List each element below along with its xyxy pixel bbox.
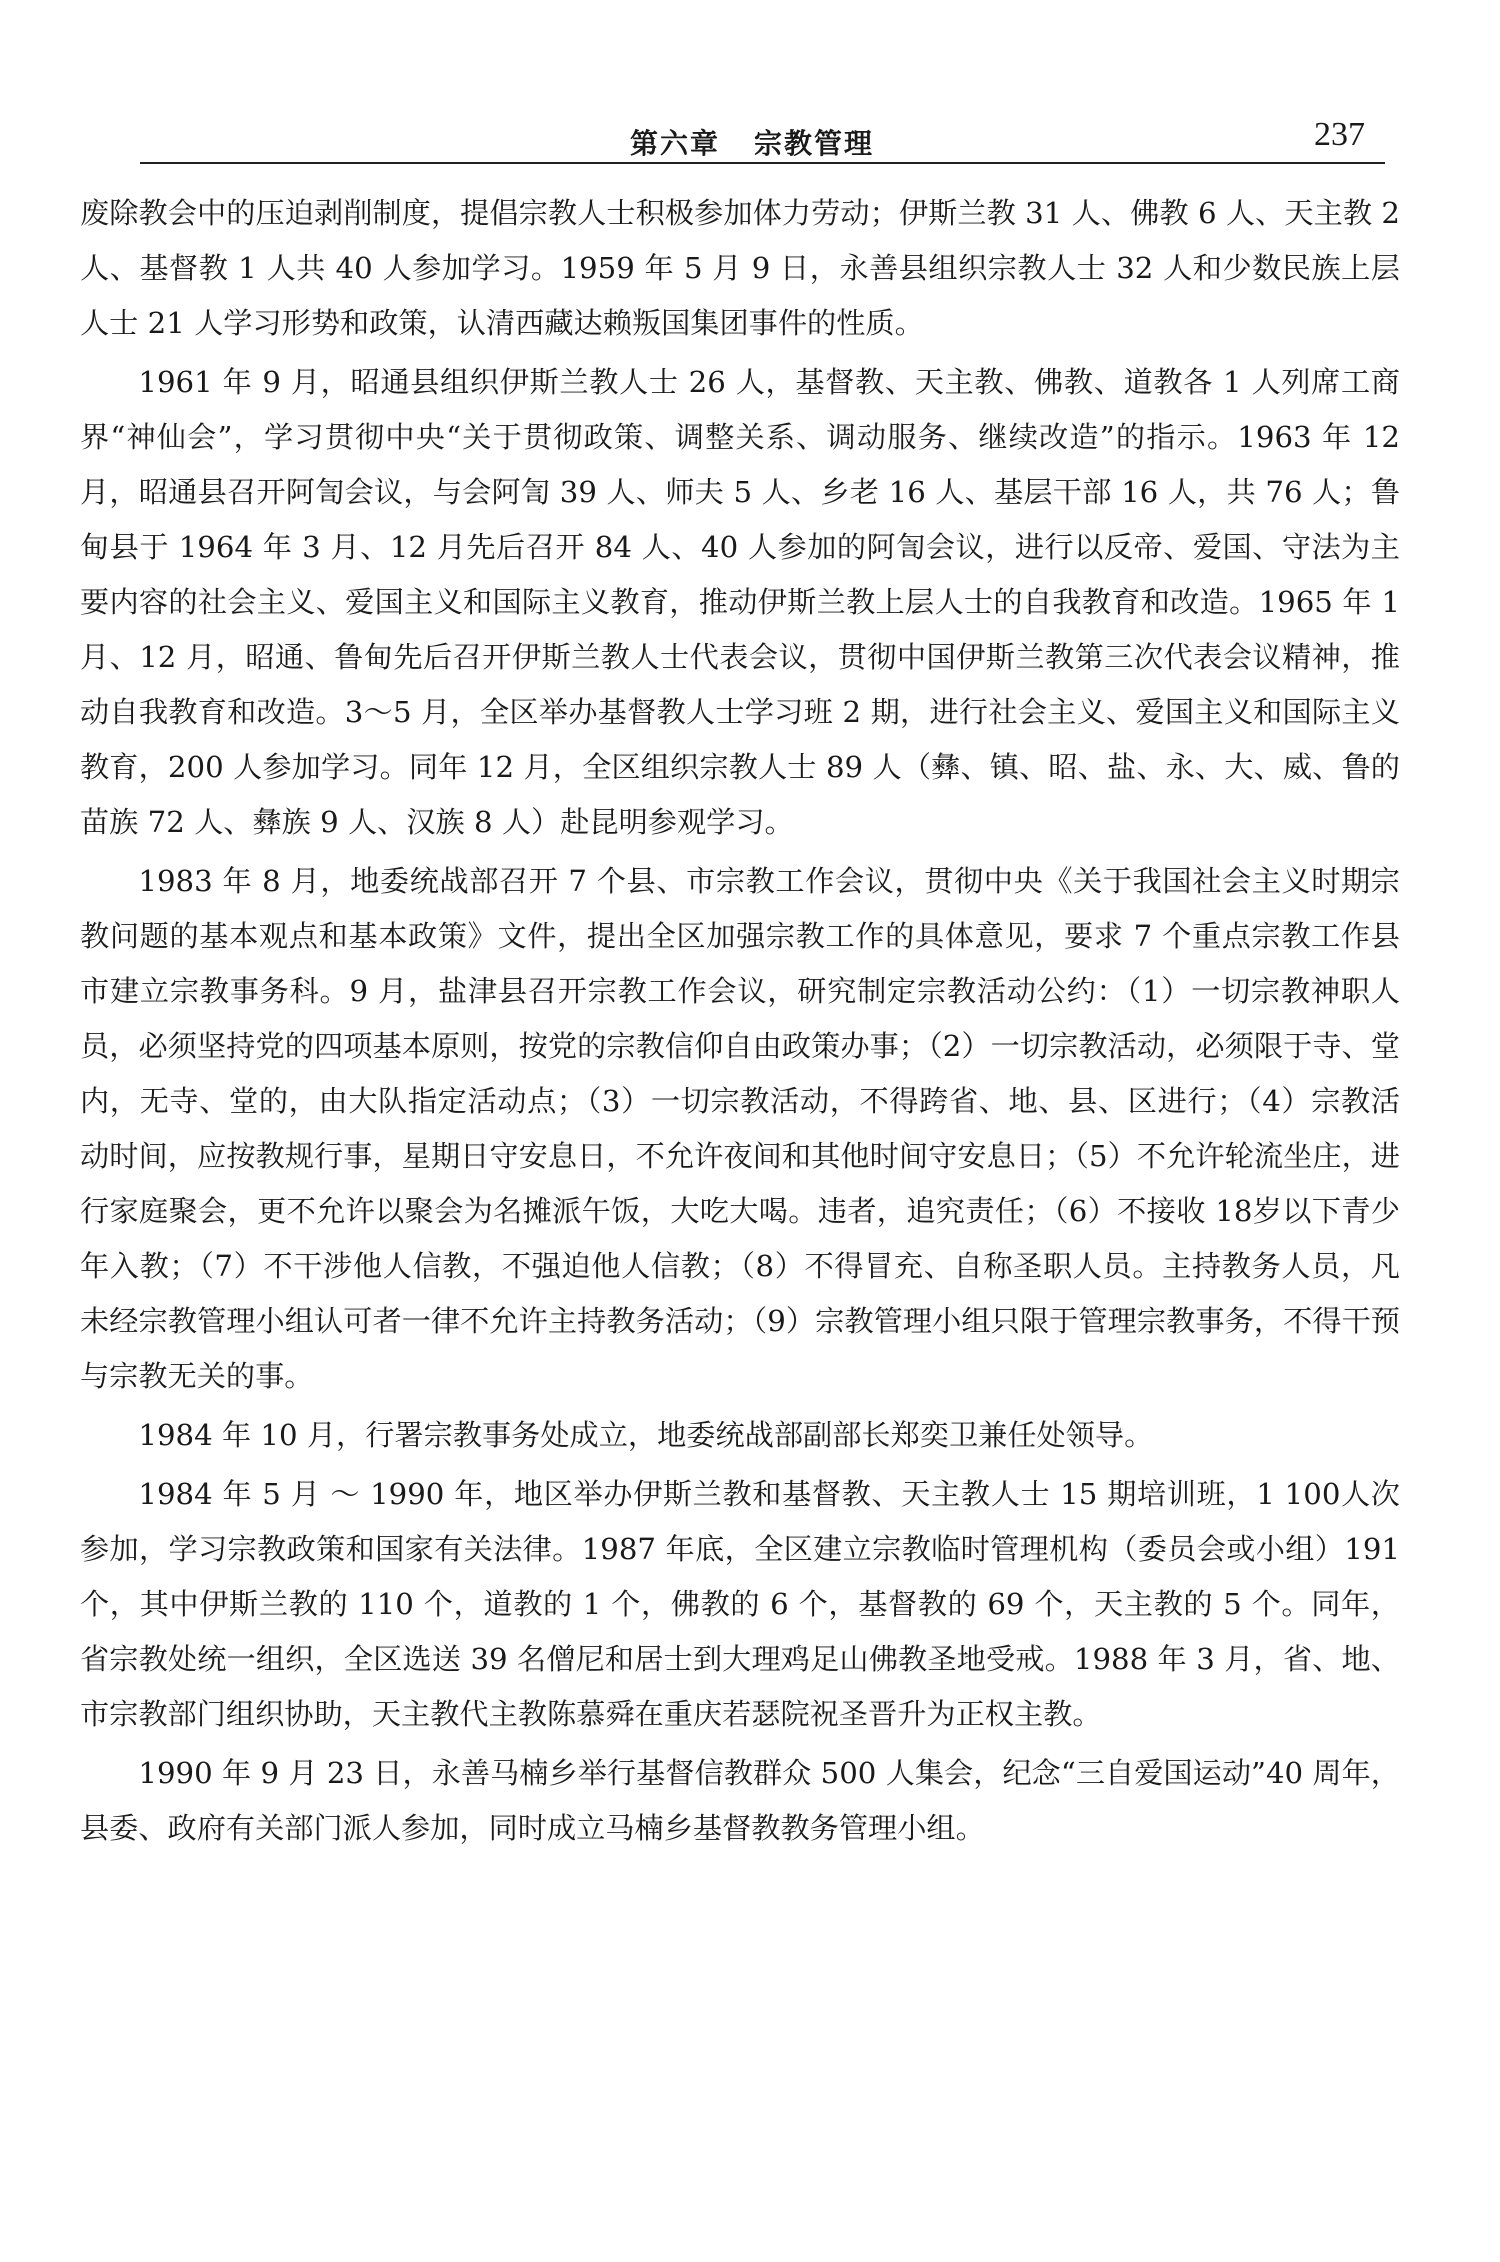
body-text: [80, 186, 1400, 1860]
paragraph: 1984 年 10 月，行署宗教事务处成立，地委统战部副部长郑奕卫兼任处领导。: [138, 1418, 1154, 1452]
paragraph: 1990 年 9 月 23 日，永善马楠乡举行基督信教群众 500 人集会，纪念“三自爱国运动”40 周年，县委、政府有关部门派人参加，同时成立马楠乡基督教教务管理小组。: [80, 1756, 1400, 1845]
paragraph: 1984 年 5 月 ～ 1990 年，地区举办伊斯兰教和基督教、天主教人士 15 期培训班，1 100人次参加，学习宗教政策和国家有关法律。1987 年底，全区建立宗教临时管理机构（委员会或小组）191 个，其中伊斯兰教的 110 个，道教的 1 个，佛教的 6 个，基督教的 69 个，天主教的 5 个。同年，省宗教处统一组织，全区选送 39 名僧尼和居士到大理鸡足山佛教圣地受戒。1988 年 3 月，省、地、市宗教部门组织协助，天主教代主教陈慕舜在重庆若瑟院祝圣晋升为正权主教。: [80, 1477, 1400, 1731]
chapter-title: [630, 122, 874, 162]
paragraph: 1961 年 9 月，昭通县组织伊斯兰教人士 26 人，基督教、天主教、佛教、道教各 1 人列席工商界“神仙会”，学习贯彻中央“关于贯彻政策、调整关系、调动服务、继续改造”的指示。1963 年 12 月，昭通县召开阿訇会议，与会阿訇 39 人、师夫 5 人、乡老 16 人、基层干部 16 人，共 76 人；鲁甸县于 1964 年 3 月、12 月先后召开 84 人、40 人参加的阿訇会议，进行以反帝、爱国、守法为主要内容的社会主义、爱国主义和国际主义教育，推动伊斯兰教上层人士的自我教育和改造。1965 年 1 月、12 月，昭通、鲁甸先后召开伊斯兰教人士代表会议，贯彻中国伊斯兰教第三次代表会议精神，推动自我教育和改造。3～5 月，全区举办基督教人士学习班 2 期，进行社会主义、爱国主义和国际主义教育，200 人参加学习。同年 12 月，全区组织宗教人士 89 人（彝、镇、昭、盐、永、大、威、鲁的苗族 72 人、彝族 9 人、汉族 8 人）赴昆明参观学习。: [80, 365, 1400, 839]
chapter-name: 宗教管理: [754, 127, 875, 160]
paragraph: 1983 年 8 月，地委统战部召开 7 个县、市宗教工作会议，贯彻中央《关于我国社会主义时期宗教问题的基本观点和基本政策》文件，提出全区加强宗教工作的具体意见，要求 7 个重点宗教工作县市建立宗教事务科。9 月，盐津县召开宗教工作会议，研究制定宗教活动公约：（1）一切宗教神职人员，必须坚持党的四项基本原则，按党的宗教信仰自由政策办事；（2）一切宗教活动，必须限于寺、堂内，无寺、堂的，由大队指定活动点；（3）一切宗教活动，不得跨省、地、县、区进行；（4）宗教活动时间，应按教规行事，星期日守安息日，不允许夜间和其他时间守安息日；（5）不允许轮流坐庄，进行家庭聚会，更不允许以聚会为名摊派午饭，大吃大喝。违者，追究责任；（6）不接收 18岁以下青少年入教；（7）不干涉他人信教，不强迫他人信教；（8）不得冒充、自称圣职人员。主持教务人员，凡未经宗教管理小组认可者一律不允许主持教务活动；（9）宗教管理小组只限于管理宗教事务，不得干预与宗教无关的事。: [80, 864, 1400, 1393]
header-rule: [140, 162, 1385, 164]
running-header: [140, 112, 1385, 160]
chapter-label: 第六章: [630, 127, 721, 160]
page-number: 237: [1314, 116, 1365, 153]
paragraph-continued: 废除教会中的压迫剥削制度，提倡宗教人士积极参加体力劳动；伊斯兰教 31 人、佛教 6 人、天主教 2 人、基督教 1 人共 40 人参加学习。1959 年 5 月 9 日，永善县组织宗教人士 32 人和少数民族上层人士 21 人学习形势和政策，认清西藏达赖叛国集团事件的性质。: [80, 196, 1400, 340]
